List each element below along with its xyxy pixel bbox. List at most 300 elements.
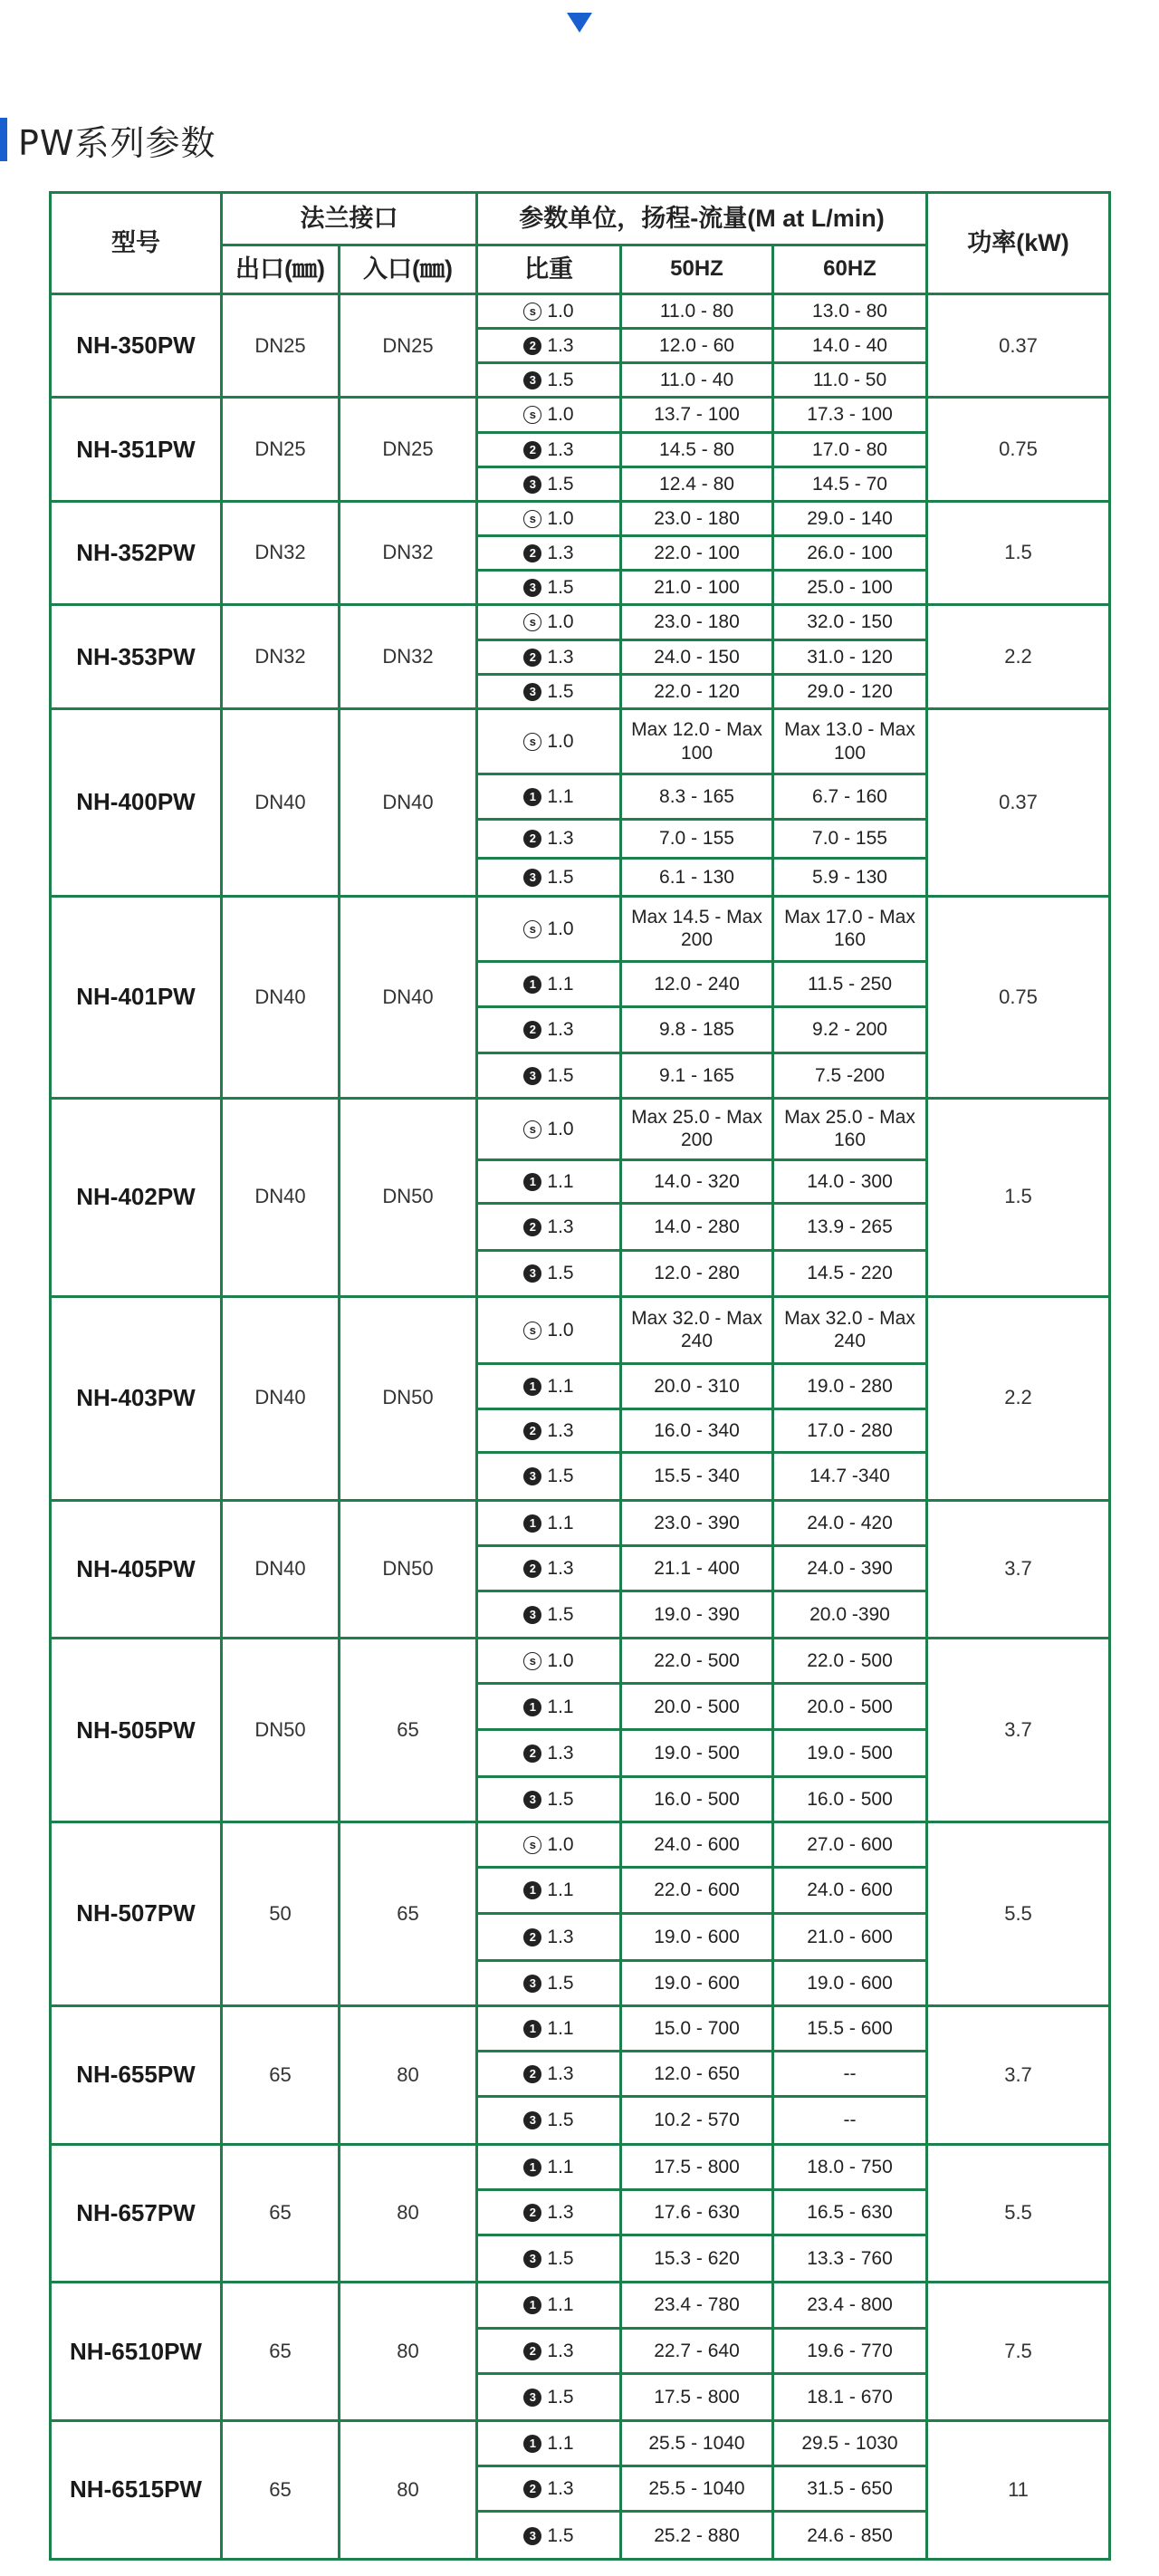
specific-gravity-cell (477, 2328, 621, 2373)
model-cell: NH-505PW (51, 1639, 222, 1822)
specific-gravity-value: 1.1 (547, 786, 574, 808)
specific-gravity-cell (477, 2420, 621, 2465)
hz50-range-cell: 14.0 - 320 (621, 1160, 773, 1204)
header-sg: 比重 (477, 245, 621, 294)
heading-accent-bar (0, 118, 7, 161)
inlet-cell: DN40 (340, 708, 477, 896)
circled-marker-icon: 1 (523, 1378, 541, 1396)
specific-gravity-cell (477, 1913, 621, 1960)
circled-marker-icon: 2 (523, 544, 541, 562)
hz50-range-cell: 16.0 - 340 (621, 1409, 773, 1453)
hz50-range-cell: 20.0 - 310 (621, 1363, 773, 1408)
circled-marker-icon: s (523, 1652, 541, 1670)
hz60-range-cell: 14.5 - 70 (773, 466, 927, 501)
inlet-cell: DN50 (340, 1098, 477, 1296)
hz50-range-cell: 22.0 - 120 (621, 674, 773, 708)
inlet-cell: 65 (340, 1639, 477, 1822)
outlet-cell: DN50 (222, 1639, 340, 1822)
specific-gravity-cell (477, 1822, 621, 1868)
hz60-range-cell: 32.0 - 150 (773, 605, 927, 639)
hz60-range-cell: 5.9 - 130 (773, 858, 927, 896)
circled-marker-icon: 1 (523, 2296, 541, 2314)
specific-gravity-value: 1.5 (547, 2386, 574, 2408)
hz50-range-cell: 19.0 - 500 (621, 1729, 773, 1776)
specific-gravity-cell (477, 2144, 621, 2189)
circled-marker-icon: 2 (523, 1218, 541, 1236)
circled-marker-icon: 2 (523, 2480, 541, 2498)
specific-gravity-value: 1.0 (547, 300, 574, 322)
header-50hz: 50HZ (621, 245, 773, 294)
hz60-range-cell: 15.5 - 600 (773, 2006, 927, 2052)
circled-marker-icon: 1 (523, 1698, 541, 1716)
circled-marker-icon: s (523, 510, 541, 528)
model-cell: NH-655PW (51, 2006, 222, 2145)
outlet-cell: 65 (222, 2144, 340, 2283)
hz50-range-cell: 6.1 - 130 (621, 858, 773, 896)
model-cell: NH-352PW (51, 501, 222, 604)
specific-gravity-value: 1.5 (547, 1604, 574, 1626)
header-model: 型号 (51, 193, 222, 294)
specific-gravity-value: 1.5 (547, 2524, 574, 2546)
hz60-range-cell: 29.5 - 1030 (773, 2420, 927, 2465)
specific-gravity-value: 1.3 (547, 1019, 574, 1041)
table-row (51, 501, 1110, 535)
hz50-range-cell: 23.0 - 180 (621, 605, 773, 639)
hz50-range-cell: 9.1 - 165 (621, 1053, 773, 1098)
specific-gravity-cell (477, 1296, 621, 1363)
hz50-range-cell: 8.3 - 165 (621, 774, 773, 820)
hz50-range-cell: Max 25.0 - Max 200 (621, 1098, 773, 1159)
hz50-range-cell: 17.5 - 800 (621, 2144, 773, 2189)
outlet-cell: 65 (222, 2283, 340, 2421)
circled-marker-icon: 1 (523, 1881, 541, 1899)
hz50-range-cell: 7.0 - 155 (621, 820, 773, 858)
hz60-range-cell: 31.5 - 650 (773, 2466, 927, 2512)
specific-gravity-value: 1.3 (547, 335, 574, 357)
hz60-range-cell: -- (773, 2097, 927, 2144)
specific-gravity-value: 1.5 (547, 2248, 574, 2270)
power-cell: 2.2 (927, 1296, 1110, 1500)
hz50-range-cell: 13.7 - 100 (621, 398, 773, 432)
specific-gravity-value: 1.3 (547, 1557, 574, 1579)
hz50-range-cell: 11.0 - 40 (621, 363, 773, 398)
specific-gravity-cell (477, 1098, 621, 1159)
circled-marker-icon: 3 (523, 476, 541, 494)
hz60-range-cell: 16.5 - 630 (773, 2189, 927, 2235)
specific-gravity-cell (477, 1545, 621, 1591)
outlet-cell: DN40 (222, 1296, 340, 1500)
circled-marker-icon: 2 (523, 649, 541, 667)
circled-marker-icon: s (523, 1836, 541, 1854)
specific-gravity-value: 1.1 (547, 2433, 574, 2454)
inlet-cell: DN50 (340, 1500, 477, 1639)
specific-gravity-cell (477, 774, 621, 820)
power-cell: 1.5 (927, 501, 1110, 604)
specific-gravity-value: 1.5 (547, 680, 574, 702)
specific-gravity-value: 1.5 (547, 577, 574, 599)
specific-gravity-value: 1.3 (547, 2478, 574, 2500)
hz50-range-cell: Max 32.0 - Max 240 (621, 1296, 773, 1363)
hz50-range-cell: 22.7 - 640 (621, 2328, 773, 2373)
specific-gravity-value: 1.1 (547, 1512, 574, 1533)
specific-gravity-cell (477, 2512, 621, 2560)
specific-gravity-value: 1.3 (547, 543, 574, 564)
inlet-cell: 80 (340, 2420, 477, 2559)
table-row (51, 294, 1110, 329)
specific-gravity-cell (477, 1160, 621, 1204)
header-outlet: 出口(㎜) (222, 245, 340, 294)
specific-gravity-value: 1.0 (547, 404, 574, 426)
circled-marker-icon: 2 (523, 2204, 541, 2222)
hz60-range-cell: 19.0 - 280 (773, 1363, 927, 1408)
outlet-cell: 65 (222, 2420, 340, 2559)
circled-marker-icon: 1 (523, 1514, 541, 1533)
inlet-cell: 65 (340, 1822, 477, 2006)
specific-gravity-cell (477, 639, 621, 674)
hz50-range-cell: 12.0 - 280 (621, 1251, 773, 1296)
specific-gravity-value: 1.1 (547, 1171, 574, 1193)
specific-gravity-cell (477, 398, 621, 432)
power-cell: 2.2 (927, 605, 1110, 708)
hz50-range-cell: 20.0 - 500 (621, 1684, 773, 1729)
header-flange: 法兰接口 (222, 193, 477, 245)
hz60-range-cell: 17.0 - 280 (773, 1409, 927, 1453)
specific-gravity-cell (477, 329, 621, 363)
model-cell: NH-350PW (51, 294, 222, 398)
hz50-range-cell: 16.0 - 500 (621, 1776, 773, 1821)
hz60-range-cell: 16.0 - 500 (773, 1776, 927, 1821)
table-row (51, 1500, 1110, 1545)
hz50-range-cell: 25.5 - 1040 (621, 2420, 773, 2465)
specific-gravity-cell (477, 2373, 621, 2420)
outlet-cell: DN40 (222, 1098, 340, 1296)
specific-gravity-cell (477, 1409, 621, 1453)
specific-gravity-cell (477, 858, 621, 896)
specific-gravity-value: 1.5 (547, 1064, 574, 1086)
circled-marker-icon: 2 (523, 441, 541, 459)
hz50-range-cell: 19.0 - 600 (621, 1960, 773, 2005)
inlet-cell: DN40 (340, 896, 477, 1098)
specific-gravity-cell (477, 962, 621, 1007)
hz60-range-cell: 23.4 - 800 (773, 2283, 927, 2328)
power-cell: 5.5 (927, 2144, 1110, 2283)
specific-gravity-value: 1.0 (547, 1834, 574, 1856)
hz60-range-cell: Max 17.0 - Max 160 (773, 896, 927, 961)
hz60-range-cell: 20.0 - 500 (773, 1684, 927, 1729)
hz60-range-cell: 21.0 - 600 (773, 1913, 927, 1960)
hz60-range-cell: Max 32.0 - Max 240 (773, 1296, 927, 1363)
power-cell: 0.37 (927, 708, 1110, 896)
specific-gravity-value: 1.3 (547, 2201, 574, 2223)
specific-gravity-cell (477, 2097, 621, 2144)
specific-gravity-cell (477, 896, 621, 961)
hz50-range-cell: 24.0 - 600 (621, 1822, 773, 1868)
specific-gravity-cell (477, 1007, 621, 1053)
circled-marker-icon: 3 (523, 1606, 541, 1624)
table-row (51, 708, 1110, 774)
spec-table (49, 191, 1111, 2561)
hz60-range-cell: 19.0 - 500 (773, 1729, 927, 1776)
model-cell: NH-403PW (51, 1296, 222, 1500)
table-row (51, 1822, 1110, 1868)
specific-gravity-value: 1.1 (547, 1375, 574, 1397)
specific-gravity-value: 1.3 (547, 1420, 574, 1442)
circled-marker-icon: 3 (523, 2250, 541, 2268)
specific-gravity-cell (477, 2235, 621, 2283)
hz50-range-cell: 10.2 - 570 (621, 2097, 773, 2144)
circled-marker-icon: s (523, 406, 541, 424)
outlet-cell: 50 (222, 1822, 340, 2006)
specific-gravity-value: 1.3 (547, 1742, 574, 1764)
circled-marker-icon: 1 (523, 2158, 541, 2177)
specific-gravity-value: 1.3 (547, 1926, 574, 1947)
circled-marker-icon: 3 (523, 1975, 541, 1993)
circled-marker-icon: 1 (523, 2435, 541, 2453)
hz50-range-cell: 23.4 - 780 (621, 2283, 773, 2328)
hz50-range-cell: 15.0 - 700 (621, 2006, 773, 2052)
circled-marker-icon: s (523, 1322, 541, 1340)
hz60-range-cell: 11.5 - 250 (773, 962, 927, 1007)
inlet-cell: DN25 (340, 294, 477, 398)
specific-gravity-cell (477, 294, 621, 329)
table-row (51, 896, 1110, 961)
circled-marker-icon: 3 (523, 2111, 541, 2129)
model-cell: NH-405PW (51, 1500, 222, 1639)
header-power: 功率(kW) (927, 193, 1110, 294)
table-row (51, 398, 1110, 432)
specific-gravity-cell (477, 1639, 621, 1684)
power-cell: 3.7 (927, 2006, 1110, 2145)
outlet-cell: 65 (222, 2006, 340, 2145)
section-heading (0, 116, 216, 163)
specific-gravity-cell (477, 1729, 621, 1776)
hz60-range-cell: 19.6 - 770 (773, 2328, 927, 2373)
hz60-range-cell: 27.0 - 600 (773, 1822, 927, 1868)
circled-marker-icon: 3 (523, 1264, 541, 1283)
circled-marker-icon: 3 (523, 2527, 541, 2545)
hz60-range-cell: 11.0 - 50 (773, 363, 927, 398)
hz60-range-cell: 14.0 - 300 (773, 1160, 927, 1204)
table-row (51, 2144, 1110, 2189)
specific-gravity-value: 1.0 (547, 1650, 574, 1672)
circled-marker-icon: 2 (523, 1560, 541, 1578)
circled-marker-icon: 3 (523, 2389, 541, 2407)
specific-gravity-cell (477, 1453, 621, 1500)
hz50-range-cell: 21.0 - 100 (621, 571, 773, 605)
specific-gravity-value: 1.5 (547, 2110, 574, 2131)
hz50-range-cell: 22.0 - 500 (621, 1639, 773, 1684)
specific-gravity-value: 1.3 (547, 438, 574, 460)
specific-gravity-cell (477, 820, 621, 858)
circled-marker-icon: 2 (523, 337, 541, 355)
specific-gravity-value: 1.3 (547, 2063, 574, 2085)
hz50-range-cell: 17.6 - 630 (621, 2189, 773, 2235)
specific-gravity-cell (477, 674, 621, 708)
specific-gravity-value: 1.5 (547, 1788, 574, 1810)
hz60-range-cell: 7.5 -200 (773, 1053, 927, 1098)
table-row (51, 1098, 1110, 1159)
hz60-range-cell: 29.0 - 140 (773, 501, 927, 535)
inlet-cell: DN32 (340, 501, 477, 604)
down-arrow-icon (567, 13, 592, 33)
hz60-range-cell: 13.3 - 760 (773, 2235, 927, 2283)
circled-marker-icon: 3 (523, 869, 541, 887)
specific-gravity-cell (477, 2006, 621, 2052)
hz50-range-cell: 12.4 - 80 (621, 466, 773, 501)
power-cell: 5.5 (927, 1822, 1110, 2006)
hz50-range-cell: 23.0 - 180 (621, 501, 773, 535)
hz50-range-cell: 22.0 - 100 (621, 536, 773, 571)
specific-gravity-cell (477, 1776, 621, 1821)
hz50-range-cell: 19.0 - 390 (621, 1591, 773, 1639)
specific-gravity-value: 1.5 (547, 866, 574, 888)
specific-gravity-cell (477, 708, 621, 774)
power-cell: 0.37 (927, 294, 1110, 398)
hz60-range-cell: 7.0 - 155 (773, 820, 927, 858)
hz60-range-cell: 31.0 - 120 (773, 639, 927, 674)
specific-gravity-value: 1.5 (547, 1466, 574, 1487)
hz60-range-cell: 24.0 - 390 (773, 1545, 927, 1591)
hz50-range-cell: 25.2 - 880 (621, 2512, 773, 2560)
header-params: 参数单位，扬程-流量(M at L/min) (477, 193, 927, 245)
hz60-range-cell: 24.0 - 420 (773, 1500, 927, 1545)
model-cell: NH-401PW (51, 896, 222, 1098)
inlet-cell: 80 (340, 2144, 477, 2283)
circled-marker-icon: 1 (523, 976, 541, 994)
circled-marker-icon: s (523, 303, 541, 321)
hz50-range-cell: 15.5 - 340 (621, 1453, 773, 1500)
circled-marker-icon: s (523, 733, 541, 751)
specific-gravity-cell (477, 501, 621, 535)
power-cell: 7.5 (927, 2283, 1110, 2421)
hz60-range-cell: 20.0 -390 (773, 1591, 927, 1639)
hz50-range-cell: 14.5 - 80 (621, 432, 773, 466)
circled-marker-icon: 2 (523, 1422, 541, 1440)
specific-gravity-value: 1.0 (547, 1319, 574, 1341)
specific-gravity-value: 1.5 (547, 1263, 574, 1284)
hz50-range-cell: 11.0 - 80 (621, 294, 773, 329)
hz60-range-cell: 25.0 - 100 (773, 571, 927, 605)
outlet-cell: DN40 (222, 1500, 340, 1639)
outlet-cell: DN40 (222, 708, 340, 896)
model-cell: NH-6510PW (51, 2283, 222, 2421)
model-cell: NH-353PW (51, 605, 222, 708)
specific-gravity-value: 1.3 (547, 1216, 574, 1238)
hz50-range-cell: Max 14.5 - Max 200 (621, 896, 773, 961)
hz60-range-cell: 13.9 - 265 (773, 1204, 927, 1251)
hz50-range-cell: Max 12.0 - Max 100 (621, 708, 773, 774)
specific-gravity-cell (477, 1684, 621, 1729)
specific-gravity-value: 1.3 (547, 646, 574, 668)
inlet-cell: DN32 (340, 605, 477, 708)
specific-gravity-value: 1.1 (547, 1879, 574, 1901)
hz50-range-cell: 19.0 - 600 (621, 1913, 773, 1960)
circled-marker-icon: 2 (523, 2342, 541, 2360)
hz50-range-cell: 12.0 - 60 (621, 329, 773, 363)
specific-gravity-cell (477, 2189, 621, 2235)
specific-gravity-cell (477, 1053, 621, 1098)
circled-marker-icon: s (523, 920, 541, 938)
model-cell: NH-507PW (51, 1822, 222, 2006)
model-cell: NH-657PW (51, 2144, 222, 2283)
table-row (51, 2283, 1110, 2328)
circled-marker-icon: 1 (523, 788, 541, 806)
hz60-range-cell: 24.0 - 600 (773, 1868, 927, 1913)
hz50-range-cell: 9.8 - 185 (621, 1007, 773, 1053)
section-title: PW系列参数 (18, 122, 216, 163)
hz60-range-cell: 29.0 - 120 (773, 674, 927, 708)
hz60-range-cell: 9.2 - 200 (773, 1007, 927, 1053)
specific-gravity-value: 1.5 (547, 370, 574, 391)
outlet-cell: DN40 (222, 896, 340, 1098)
header-inlet: 入口(㎜) (340, 245, 477, 294)
specific-gravity-cell (477, 363, 621, 398)
hz60-range-cell: 24.6 - 850 (773, 2512, 927, 2560)
hz50-range-cell: 12.0 - 650 (621, 2052, 773, 2097)
hz50-range-cell: 23.0 - 390 (621, 1500, 773, 1545)
hz60-range-cell: 17.0 - 80 (773, 432, 927, 466)
power-cell: 3.7 (927, 1639, 1110, 1822)
hz60-range-cell: 14.5 - 220 (773, 1251, 927, 1296)
circled-marker-icon: s (523, 613, 541, 631)
power-cell: 1.5 (927, 1098, 1110, 1296)
specific-gravity-cell (477, 1868, 621, 1913)
specific-gravity-value: 1.1 (547, 974, 574, 995)
hz60-range-cell: 18.1 - 670 (773, 2373, 927, 2420)
hz60-range-cell: 19.0 - 600 (773, 1960, 927, 2005)
specific-gravity-value: 1.0 (547, 730, 574, 752)
hz50-range-cell: 24.0 - 150 (621, 639, 773, 674)
specific-gravity-cell (477, 466, 621, 501)
specific-gravity-cell (477, 2283, 621, 2328)
outlet-cell: DN32 (222, 605, 340, 708)
hz60-range-cell: 22.0 - 500 (773, 1639, 927, 1684)
circled-marker-icon: 3 (523, 1067, 541, 1085)
circled-marker-icon: 1 (523, 2020, 541, 2038)
circled-marker-icon: 3 (523, 579, 541, 597)
table-row (51, 1639, 1110, 1684)
hz50-range-cell: 25.5 - 1040 (621, 2466, 773, 2512)
model-cell: NH-400PW (51, 708, 222, 896)
model-cell: NH-351PW (51, 398, 222, 501)
specific-gravity-value: 1.1 (547, 2294, 574, 2316)
hz60-range-cell: 14.0 - 40 (773, 329, 927, 363)
model-cell: NH-402PW (51, 1098, 222, 1296)
hz60-range-cell: -- (773, 2052, 927, 2097)
circled-marker-icon: 2 (523, 1021, 541, 1039)
hz60-range-cell: Max 13.0 - Max 100 (773, 708, 927, 774)
hz60-range-cell: 14.7 -340 (773, 1453, 927, 1500)
model-cell: NH-6515PW (51, 2420, 222, 2559)
specific-gravity-cell (477, 1251, 621, 1296)
power-cell: 3.7 (927, 1500, 1110, 1639)
outlet-cell: DN25 (222, 398, 340, 501)
hz60-range-cell: Max 25.0 - Max 160 (773, 1098, 927, 1159)
specific-gravity-value: 1.0 (547, 1118, 574, 1139)
specific-gravity-cell (477, 536, 621, 571)
hz60-range-cell: 6.7 - 160 (773, 774, 927, 820)
specific-gravity-value: 1.1 (547, 1696, 574, 1717)
hz50-range-cell: 15.3 - 620 (621, 2235, 773, 2283)
specific-gravity-cell (477, 2052, 621, 2097)
inlet-cell: 80 (340, 2283, 477, 2421)
specific-gravity-cell (477, 1500, 621, 1545)
circled-marker-icon: 1 (523, 1173, 541, 1191)
outlet-cell: DN32 (222, 501, 340, 604)
hz60-range-cell: 17.3 - 100 (773, 398, 927, 432)
hz50-range-cell: 14.0 - 280 (621, 1204, 773, 1251)
table-row (51, 2006, 1110, 2052)
